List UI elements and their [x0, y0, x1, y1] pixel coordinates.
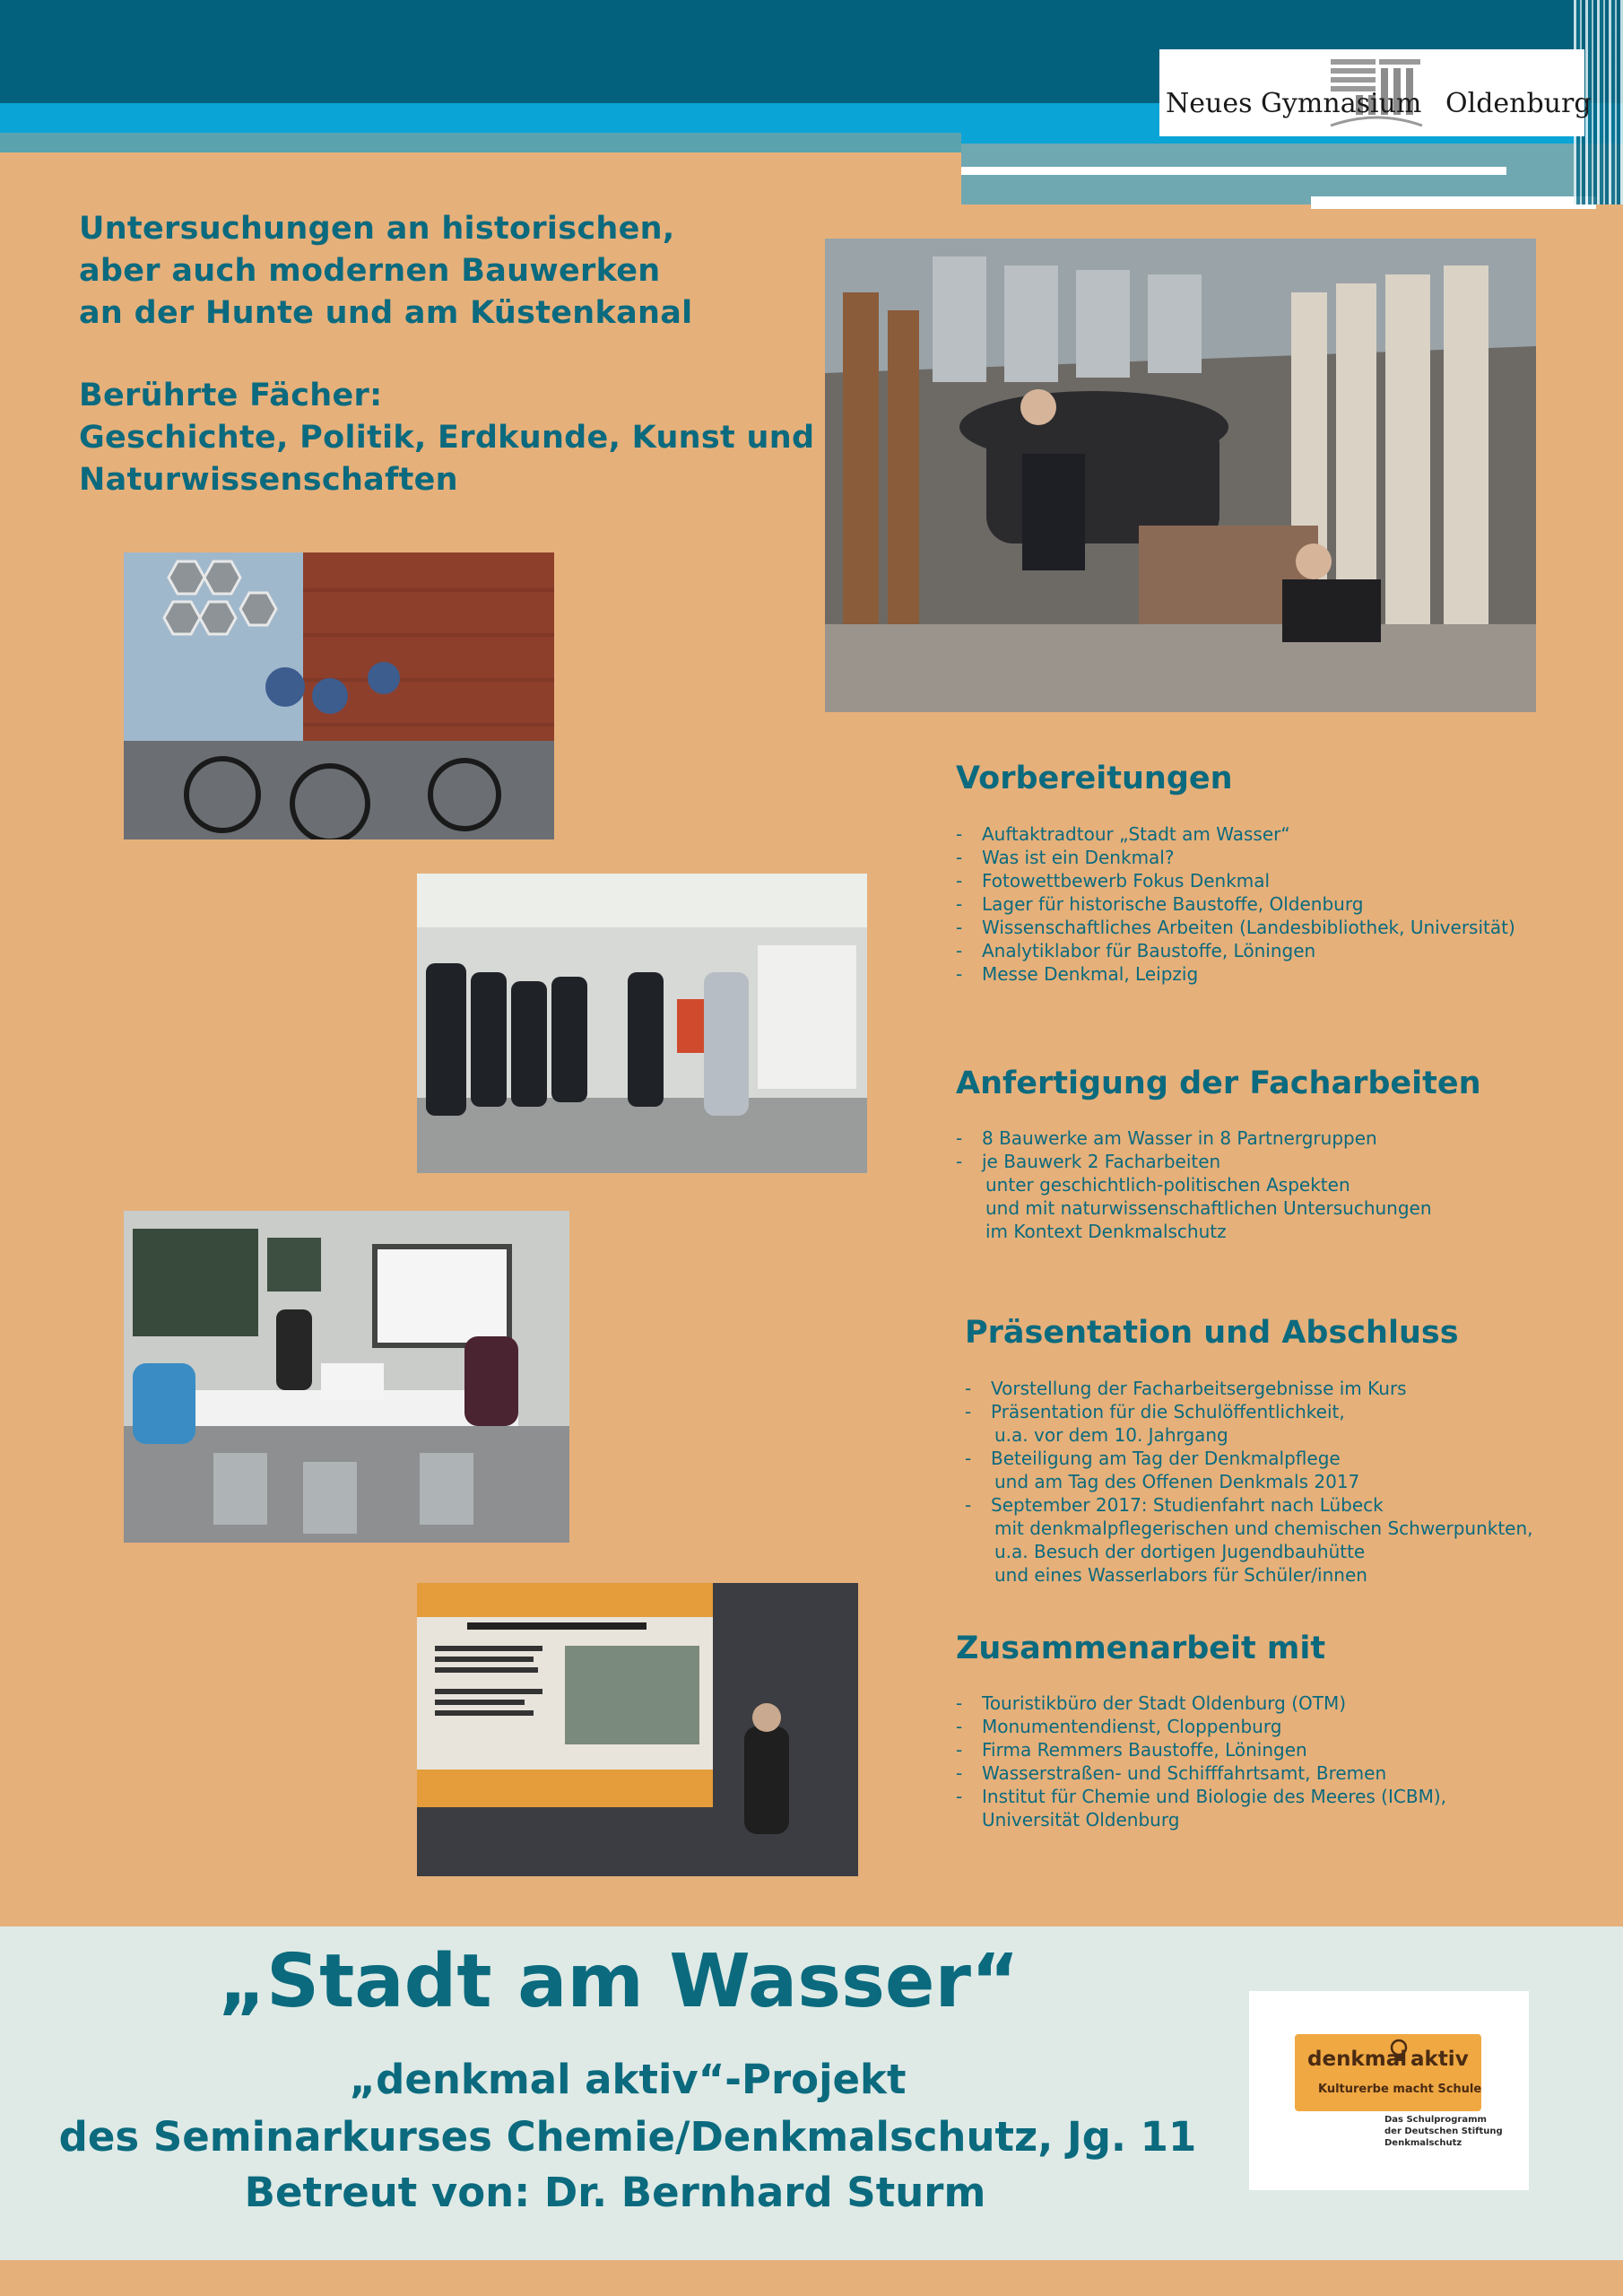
list-item: - Präsentation für die Schulöffentlichkeit, u.a. vor dem 10. Jahrgang	[965, 1400, 1533, 1447]
list-item: - Monumentendienst, Cloppenburg	[956, 1715, 1446, 1738]
intro-line: Untersuchungen an historischen,	[79, 211, 675, 247]
list-item: - Beteiligung am Tag der Denkmalpflege und am Tag des Offenen Denkmals 2017	[965, 1447, 1533, 1493]
header-stripe	[961, 167, 1506, 175]
list-item: - Lager für historische Baustoffe, Oldenburg	[956, 892, 1515, 916]
list-item: - Analytiklabor für Baustoffe, Löningen	[956, 939, 1515, 962]
list-item: - Institut für Chemie und Biologie des Meeres (ICBM), Universität Oldenburg	[956, 1785, 1446, 1831]
denkmal-slogan: Kulturerbe macht Schule	[1318, 2083, 1482, 2096]
header-stripe	[1311, 196, 1596, 209]
bottom-strip	[0, 2260, 1623, 2296]
section-title-vorbereitungen: Vorbereitungen	[956, 761, 1233, 796]
logo-text-right: Oldenburg	[1445, 88, 1592, 119]
photo-chemistry-lab	[124, 1211, 569, 1543]
list-zusammenarbeit	[956, 1692, 1446, 1831]
header-band-teal	[0, 133, 961, 152]
list-praesentation	[965, 1377, 1533, 1587]
denkmal-word: denkmal	[1307, 2048, 1408, 2071]
subjects-line: Geschichte, Politik, Erdkunde, Kunst und	[79, 420, 815, 456]
aktiv-word: aktiv	[1410, 2048, 1469, 2071]
section-title-zusammenarbeit: Zusammenarbeit mit	[956, 1631, 1326, 1666]
photo-group-storage-hall	[825, 239, 1536, 712]
intro-line: an der Hunte und am Küstenkanal	[79, 295, 693, 331]
supervisor-line: Betreut von: Dr. Bernhard Sturm	[244, 2169, 986, 2216]
list-item: - Wissenschaftliches Arbeiten (Landesbibliothek, Universität)	[956, 916, 1515, 939]
photo-presentation	[417, 1583, 858, 1876]
list-item: - je Bauwerk 2 Facharbeiten unter geschichtlich-politischen Aspekten und mit naturwissenschaftlichen Untersuchungen im Kontext Denkmalschutz	[956, 1150, 1432, 1243]
list-vorbereitungen	[956, 822, 1515, 986]
list-item: - Was ist ein Denkmal?	[956, 846, 1515, 869]
intro-text	[79, 208, 814, 501]
photo-bicycle-tour	[124, 552, 554, 839]
list-item: - Firma Remmers Baustoffe, Löningen	[956, 1738, 1446, 1761]
list-item: - Touristikbüro der Stadt Oldenburg (OTM)	[956, 1692, 1446, 1715]
course-line: des Seminarkurses Chemie/Denkmalschutz, Jg. 11	[58, 2113, 1197, 2161]
list-item: - Wasserstraßen- und Schifffahrtsamt, Bremen	[956, 1761, 1446, 1785]
section-title-facharbeiten: Anfertigung der Facharbeiten	[956, 1065, 1481, 1101]
list-item: - Vorstellung der Facharbeitsergebnisse im Kurs	[965, 1377, 1533, 1400]
intro-line: aber auch modernen Bauwerken	[79, 253, 661, 289]
list-item: - 8 Bauwerke am Wasser in 8 Partnergruppen	[956, 1126, 1432, 1150]
subjects-heading: Berührte Fächer:	[79, 378, 383, 413]
list-item: - September 2017: Studienfahrt nach Lübeck mit denkmalpflegerischen und chemischen Schwerpunkten, u.a. Besuch der dortigen Jugendbauhütte und eines Wasserlabors für Schüler/innen	[965, 1493, 1533, 1587]
logo-text-left: Neues Gymnasium	[1166, 88, 1422, 119]
project-line: „denkmal aktiv“-Projekt	[349, 2056, 907, 2103]
subjects-line: Naturwissenschaften	[79, 462, 458, 498]
photo-lab-visit	[417, 874, 867, 1173]
poster-title: „Stadt am Wasser“	[218, 1939, 1020, 2024]
list-item: - Messe Denkmal, Leipzig	[956, 962, 1515, 986]
list-item: - Auftaktradtour „Stadt am Wasser“	[956, 822, 1515, 846]
section-title-praesentation: Präsentation und Abschluss	[965, 1315, 1459, 1351]
list-facharbeiten	[956, 1126, 1432, 1243]
list-item: - Fotowettbewerb Fokus Denkmal	[956, 869, 1515, 892]
denkmal-caption: Das Schulprogramm der Deutschen Stiftung Denkmalschutz	[1384, 2115, 1503, 2148]
